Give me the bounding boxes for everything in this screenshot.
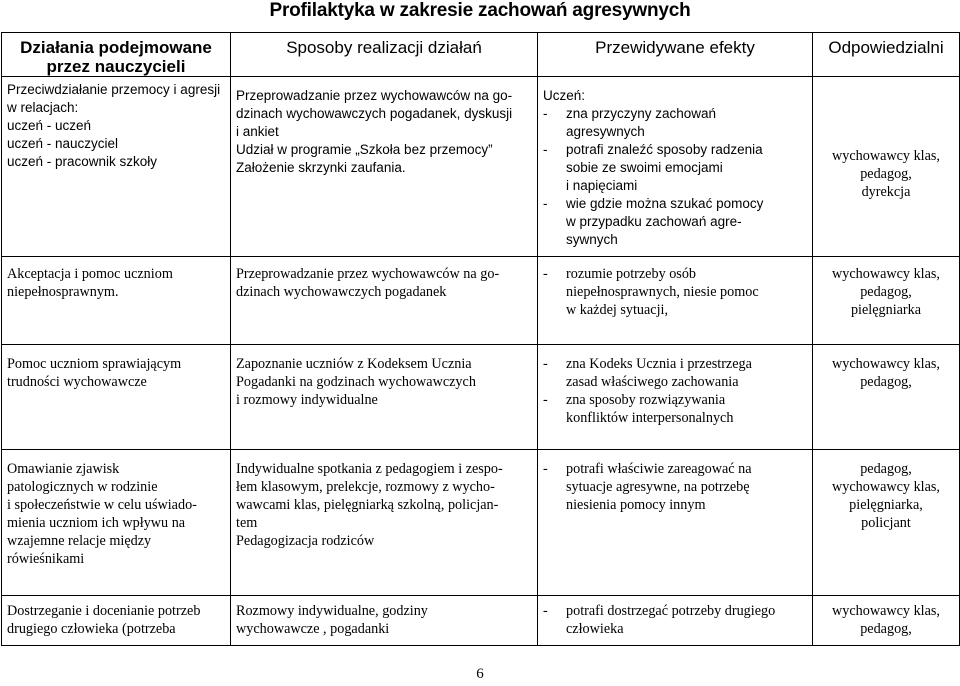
header-responsible: Odpowiedzialni (813, 33, 960, 77)
cell-line: uczeń - uczeń (7, 118, 92, 133)
cell-line: konfliktów interpersonalnych (566, 410, 734, 426)
cell-line: wychowawcy klas, (832, 148, 940, 164)
cell-line: pedagog, (860, 166, 912, 182)
cell-line: Udział w programie „Szkoła bez przemocy” (236, 142, 493, 157)
cell-methods (231, 345, 538, 450)
cell-line: i ankiet (236, 124, 279, 139)
cell-line: pedagog, (860, 461, 912, 477)
cell-line: wie gdzie można szukać pomocy (566, 196, 764, 211)
cell-line: wychowawcy klas, (832, 266, 940, 282)
cell-line: pielęgniarka, (849, 497, 923, 513)
effect-item: - zna przyczyny zachowań agresywnych (543, 105, 807, 141)
cell-line: wawcami klas, pielęgniarką szkolną, policjan- (236, 497, 499, 513)
page-number: 6 (476, 666, 484, 682)
cell-line: Założenie skrzynki zaufania. (236, 160, 406, 175)
cell-line: zna przyczyny zachowań (566, 106, 717, 121)
cell-effects (538, 257, 813, 345)
cell-line: wzajemne relacje między (7, 533, 152, 549)
cell-line: sywnych (566, 232, 618, 247)
cell-line: człowieka (566, 621, 624, 637)
table-row (2, 596, 960, 646)
cell-line: rozumie potrzeby osób (566, 266, 697, 282)
cell-line: tem (236, 515, 258, 531)
effect-item: - wie gdzie można szukać pomocy w przypadku zachowań agre- sywnych (543, 195, 807, 249)
document-title: Profilaktyka w zakresie zachowań agresywnych (269, 0, 691, 21)
cell-effects (538, 450, 813, 596)
cell-responsible (813, 77, 960, 257)
cell-line: dzinach wychowawczych pogadanek (236, 284, 447, 300)
cell-line: rówieśnikami (7, 551, 85, 567)
cell-line: łem klasowym, prelekcje, rozmowy z wycho- (236, 479, 495, 495)
cell-line: wychowawcy klas, (832, 479, 940, 495)
effect-item: - potrafi właściwie zareagować na sytuacje agresywne, na potrzebę niesienia pomocy innym (543, 460, 807, 514)
effect-item: - potrafi dostrzegać potrzeby drugiego człowieka (543, 602, 807, 638)
cell-methods (231, 77, 538, 257)
cell-line: w każdej sytuacji, (566, 302, 669, 318)
cell-line: zna Kodeks Ucznia i przestrzega (566, 356, 752, 372)
cell-line: wychowawcy klas, (832, 356, 940, 372)
cell-line: uczeń - nauczyciel (7, 136, 119, 151)
cell-line: Dostrzeganie i docenianie potrzeb (7, 603, 201, 619)
cell-actions (2, 257, 231, 345)
cell-effects (538, 77, 813, 257)
effect-item: - rozumie potrzeby osób niepełnosprawnych, niesie pomoc w każdej sytuacji, (543, 265, 807, 319)
cell-methods (231, 450, 538, 596)
cell-line: i rozmowy indywidualne (236, 392, 378, 408)
cell-effects (538, 345, 813, 450)
cell-line: Pogadanki na godzinach wychowawczych (236, 374, 476, 390)
cell-line: Rozmowy indywidualne, godziny (236, 603, 428, 619)
cell-line: sytuacje agresywne, na potrzebę (566, 479, 750, 495)
cell-actions (2, 596, 231, 646)
cell-line: pedagog, (860, 284, 912, 300)
cell-responsible (813, 596, 960, 646)
cell-line: Omawianie zjawisk (7, 461, 120, 477)
table-row (2, 257, 960, 345)
cell-line: wychowawcze , pogadanki (236, 621, 390, 637)
cell-line: niepełnosprawnych, niesie pomoc (566, 284, 759, 300)
cell-line: patologicznych w rodzinie (7, 479, 158, 495)
cell-line: uczeń - pracownik szkoły (7, 154, 158, 169)
cell-line: potrafi znaleźć sposoby radzenia (566, 142, 763, 157)
cell-line: trudności wychowawcze (7, 374, 147, 390)
table-row (2, 450, 960, 596)
cell-line: Akceptacja i pomoc uczniom (7, 266, 173, 282)
cell-line: Indywidualne spotkania z pedagogiem i zespo- (236, 461, 503, 477)
cell-line: Przeprowadzanie przez wychowawców na go- (236, 88, 513, 103)
cell-line: pedagog, (860, 621, 912, 637)
cell-line: Przeciwdziałanie przemocy i agresji (7, 82, 221, 97)
cell-line: w relacjach: (7, 100, 79, 115)
cell-line: dzinach wychowawczych pogadanek, dyskusji (236, 106, 513, 121)
table-row (2, 345, 960, 450)
cell-effects (538, 596, 813, 646)
cell-line: agresywnych (566, 124, 645, 139)
effect-item: - zna Kodeks Ucznia i przestrzega zasad właściwego zachowania (543, 355, 807, 391)
cell-line: zna sposoby rozwiązywania (566, 392, 726, 408)
cell-line: niesienia pomocy innym (566, 497, 706, 513)
cell-methods (231, 257, 538, 345)
cell-responsible (813, 450, 960, 596)
cell-line: dyrekcja (861, 184, 911, 200)
cell-line: pedagog, (860, 374, 912, 390)
cell-line: potrafi właściwie zareagować na (566, 461, 752, 477)
header-actions (2, 33, 231, 77)
header-methods: Sposoby realizacji działań (231, 33, 538, 77)
cell-line: sobie ze swoimi emocjami (566, 160, 723, 175)
cell-methods (231, 596, 538, 646)
effect-item: - potrafi znaleźć sposoby radzenia sobie ze swoimi emocjami i napięciami (543, 141, 807, 195)
cell-actions (2, 450, 231, 596)
cell-actions (2, 345, 231, 450)
cell-line: zasad właściwego zachowania (566, 374, 739, 390)
cell-line: drugiego człowieka (potrzeba (7, 621, 176, 637)
cell-responsible (813, 345, 960, 450)
cell-responsible (813, 257, 960, 345)
cell-line: Przeprowadzanie przez wychowawców na go- (236, 266, 500, 282)
cell-line: Zapoznanie uczniów z Kodeksem Ucznia (236, 356, 472, 372)
header-row (2, 33, 960, 77)
cell-line: policjant (861, 515, 911, 531)
effect-item: - zna sposoby rozwiązywania konfliktów interpersonalnych (543, 391, 807, 427)
cell-line: wychowawcy klas, (832, 603, 940, 619)
cell-line: i społeczeństwie w celu uświado- (7, 497, 197, 513)
effects-intro: Uczeń: (543, 88, 586, 103)
cell-line: w przypadku zachowań agre- (566, 214, 742, 229)
cell-line: i napięciami (566, 178, 638, 193)
header-effects: Przewidywane efekty (538, 33, 813, 77)
cell-line: Pomoc uczniom sprawiającym (7, 356, 182, 372)
header-actions-line: przez nauczycieli (46, 57, 186, 76)
cell-line: Pedagogizacja rodziców (236, 533, 375, 549)
prevention-table (1, 32, 960, 646)
header-actions-line: Działania podejmowane (20, 38, 212, 57)
cell-line: niepełnosprawnym. (7, 284, 119, 300)
table-row (2, 77, 960, 257)
cell-line: mienia uczniom ich wpływu na (7, 515, 186, 531)
cell-line: potrafi dostrzegać potrzeby drugiego (566, 603, 776, 619)
cell-actions (2, 77, 231, 257)
cell-line: pielęgniarka (850, 302, 922, 318)
